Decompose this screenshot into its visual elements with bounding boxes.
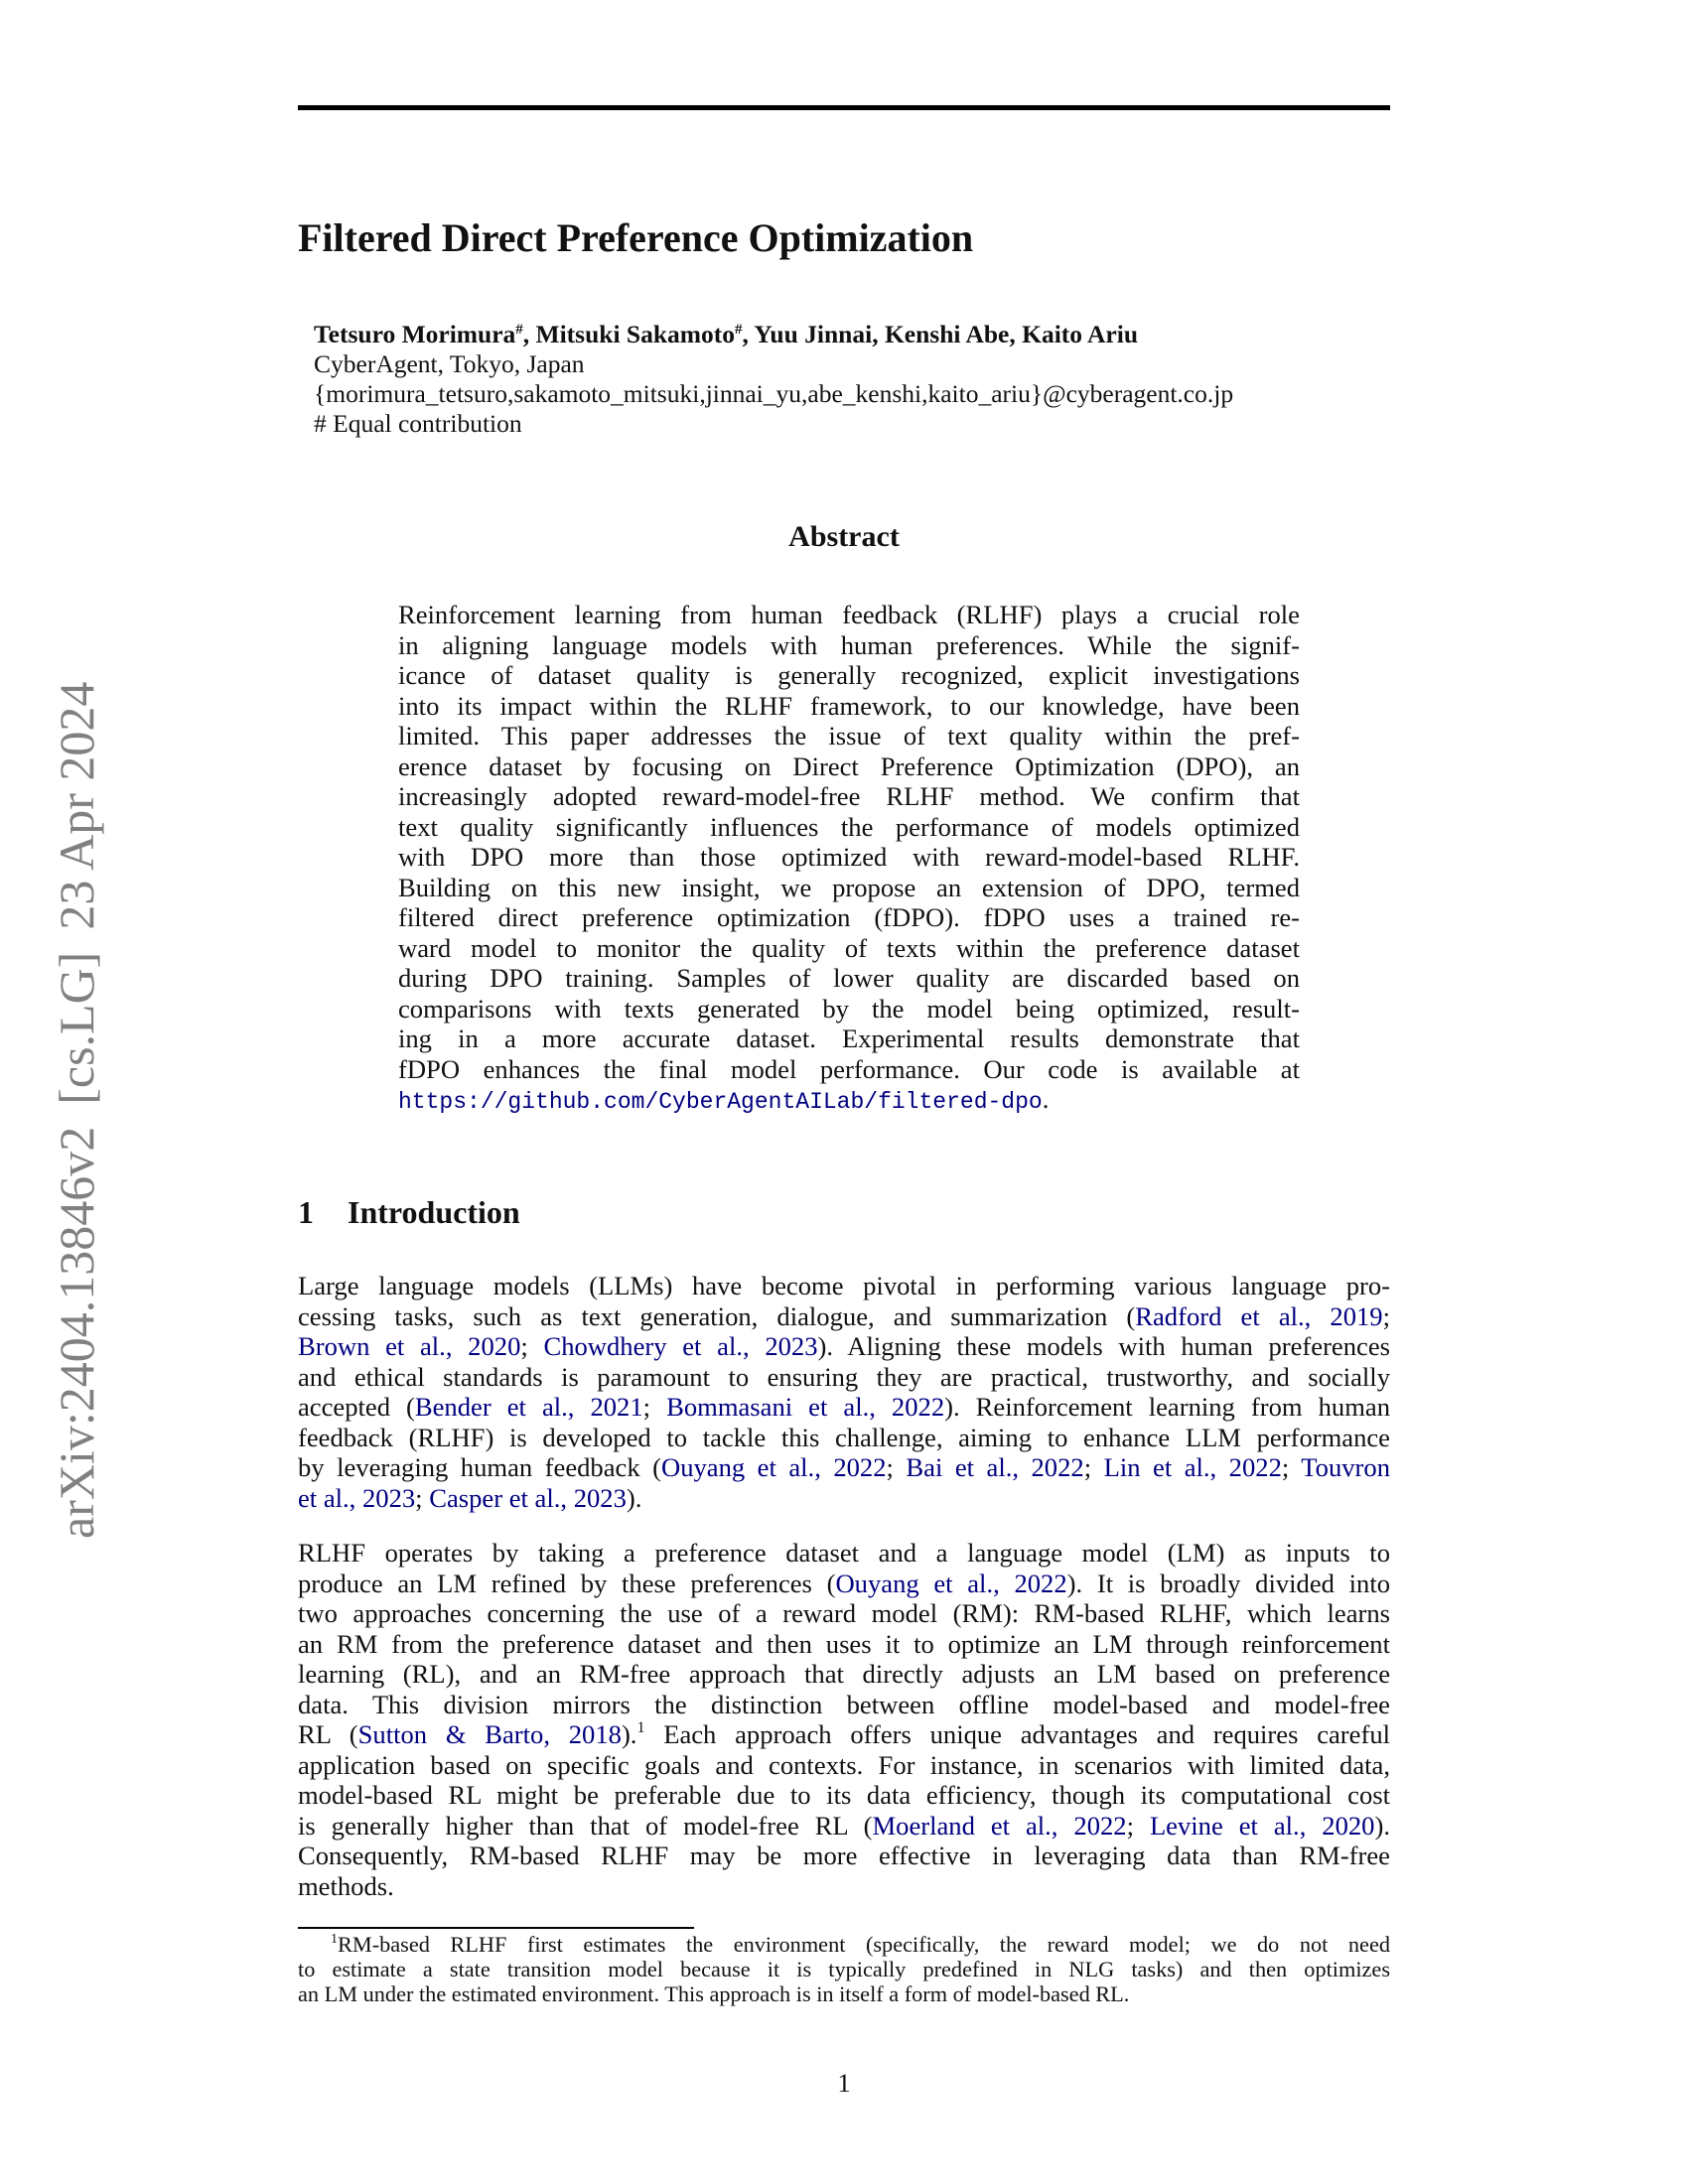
arxiv-date: 23 Apr 2024 [49,681,104,930]
citation-link[interactable]: Chowdhery et al., 2023 [543,1331,818,1361]
citation-link[interactable]: Moerland et al., 2022 [872,1810,1127,1841]
abstract-line: fDPO enhances the final model performance. Our code is available at [398,1053,1300,1084]
page-number: 1 [837,2068,851,2098]
abstract-line: text quality significantly influences the performance of models optimized [398,811,1300,842]
footnote-1: $^1$RM-based RLHF first estimates the environment (specifically, the reward model; we do not need to estimate a state transition model because it is typically predefined in NLG tasks) and then optimizes an LM under the estimated environment. This approach is in itself a form of model-based RL. [298,1932,1390,2006]
citation-link[interactable]: Bommasani et al., 2022 [666,1392,945,1422]
author-name: Yuu Jinnai [754,320,873,348]
abstract-line: with DPO more than those optimized with reward-model-based RLHF. [398,842,1300,872]
citation-link[interactable]: Ouyang et al., 2022 [660,1452,887,1482]
author-block [314,320,1233,439]
equal-contribution-mark: # [515,322,523,338]
arxiv-identifier-stamp [48,660,105,1539]
abstract-line: increasingly adopted reward-model-free RLHF method. We confirm that [398,781,1300,811]
citation-link[interactable]: Touvron [1301,1452,1391,1482]
author-name: Kenshi Abe [884,320,1010,348]
section-number: 1 [298,1194,314,1230]
intro-paragraph-2: RLHF operates by taking a preference dataset and a language model (LM) as inputs to produce an LM refined by these preferences (Ouyang et al., 2022). It is broadly divided into two approaches concerning the use of a reward model (RM): RM-based RLHF, which learns an RM from the preference dataset and then uses it to optimize an LM through reinforcement learning (RL), and an RM-free approach that directly adjusts an LM based on preference data. This division mirrors the distinction between offline model-based and model-free RL (Sutton & Barto, 2018).$^1$ Each approach offers unique advantages and requires careful application based on specific goals and contexts. For instance, in scenarios with limited data, model-based RL might be preferable due to its data efficiency, though its computational cost is generally higher than that of model-free RL (Moerland et al., 2022; Levine et al., 2020). Consequently, RM-based RLHF may be more effective in leveraging data than RM-free methods. [298,1538,1390,1901]
abstract-body [398,600,1300,1115]
citation-link[interactable]: Bai et al., 2022 [906,1452,1084,1482]
abstract-line: icance of dataset quality is generally recognized, explicit investigations [398,660,1300,690]
abstract-line: ing in a more accurate dataset. Experimental results demonstrate that [398,1024,1300,1053]
equal-contribution-mark: # [735,322,743,338]
abstract-line: erence dataset by focusing on Direct Preference Optimization (DPO), an [398,751,1300,781]
arxiv-category: [cs.LG] [49,951,104,1105]
abstract-line: filtered direct preference optimization (fDPO). fDPO uses a trained re- [398,902,1300,932]
citation-link[interactable]: Brown et al., 2020 [298,1331,521,1361]
code-repository-link[interactable]: https://github.com/CyberAgentAILab/filtered-dpo [398,1089,1043,1115]
equal-contribution-note: # Equal contribution [314,409,522,438]
footnote-rule [298,1927,694,1929]
citation-link[interactable]: et al., 2023 [298,1482,416,1513]
citation-link[interactable]: Radford et al., 2019 [1135,1300,1383,1331]
author-name: Mitsuki Sakamoto [535,320,736,348]
abstract-line: Reinforcement learning from human feedback (RLHF) plays a crucial role [398,600,1300,629]
author-name: Tetsuro Morimura [314,320,516,348]
arxiv-id: arXiv:2404.13846v2 [49,1126,104,1539]
section-heading-introduction [298,1194,520,1231]
top-rule [298,105,1390,110]
citation-link[interactable]: Ouyang et al., 2022 [835,1568,1067,1598]
citation-link[interactable]: Bender et al., 2021 [414,1392,643,1422]
abstract-line: into its impact within the RLHF framework, to our knowledge, have been [398,690,1300,721]
intro-paragraph-1: Large language models (LLMs) have become pivotal in performing various language pro- cessing tasks, such as text generation, dialogue, and summarization (Radford et al., 2019; Brown et al., 2020; Chowdhery et al., 2023). Aligning these models with human preferences and ethical standards is paramount to ensuring they are practical, trustworthy, and socially accepted (Bender et al., 2021; Bommasani et al., 2022). Reinforcement learning from human feedback (RLHF) is developed to tackle this challenge, aiming to enhance LLM performance by leveraging human feedback (Ouyang et al., 2022; Bai et al., 2022; Lin et al., 2022; Touvron et al., 2023; Casper et al., 2023). [298,1271,1391,1513]
author-name: Kaito Ariu [1022,320,1139,348]
abstract-line: Building on this new insight, we propose an extension of DPO, termed [398,872,1300,902]
citation-link[interactable]: Sutton & Barto, 2018 [357,1719,622,1749]
citation-link[interactable]: Lin et al., 2022 [1103,1452,1282,1482]
section-title: Introduction [348,1194,520,1230]
abstract-line: comparisons with texts generated by the model being optimized, result- [398,993,1300,1024]
author-emails: {morimura_tetsuro,sakamoto_mitsuki,jinnai_yu,abe_kenshi,kaito_ariu}@cyberagent.co.jp [314,379,1234,408]
abstract-line: https://github.com/CyberAgentAILab/filtered-dpo. [398,1084,1050,1115]
footnote-number: 1 [331,1932,338,1947]
abstract-line: ward model to monitor the quality of texts within the preference dataset [398,932,1300,963]
footnote-marker[interactable]: 1 [636,1719,645,1736]
abstract-line: limited. This paper addresses the issue of text quality within the pref- [398,721,1300,751]
affiliation: CyberAgent, Tokyo, Japan [314,349,585,378]
paper-title: Filtered Direct Preference Optimization [298,215,974,260]
abstract-line: during DPO training. Samples of lower quality are discarded based on [398,963,1300,993]
abstract-line: in aligning language models with human preferences. While the signif- [398,629,1300,660]
citation-link[interactable]: Levine et al., 2020 [1149,1810,1375,1841]
author-list: Tetsuro Morimura#, Mitsuki Sakamoto#, Yuu Jinnai, Kenshi Abe, Kaito Ariu [314,320,1139,348]
abstract-heading: Abstract [788,520,900,553]
citation-link[interactable]: Casper et al., 2023 [429,1482,627,1513]
